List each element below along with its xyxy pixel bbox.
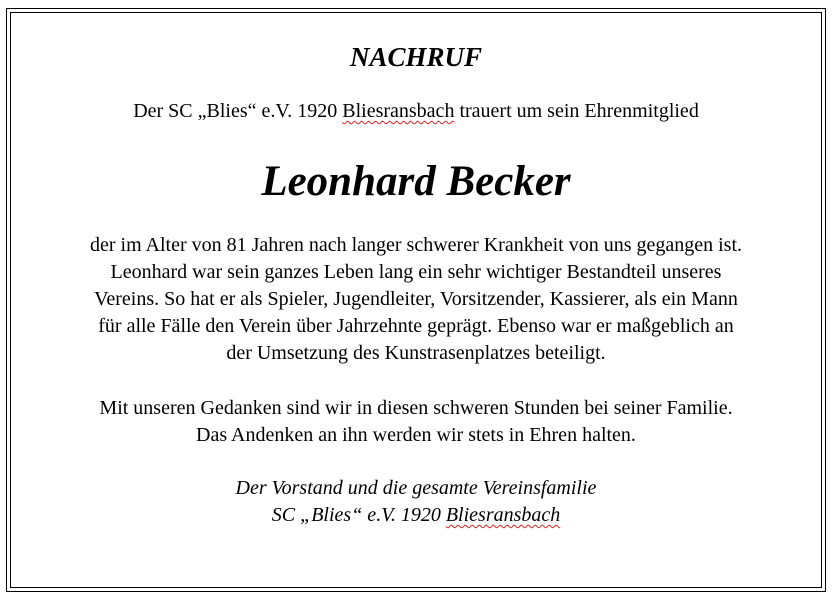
signature-line-2 [7,502,825,529]
signature [7,475,825,529]
paragraph-1 [25,232,807,367]
paragraph-1-line: der im Alter von 81 Jahren nach langer schwerer Krankheit von uns gegangen ist. [89,234,743,256]
paragraph-2 [25,395,807,449]
intro-flagged-word: Bliesransbach [342,100,455,122]
outer-border [6,8,826,592]
intro-line [7,98,825,124]
signature-text-before: SC „Blies“ e.V. 1920 [271,504,446,526]
paragraph-1-line: Vereins. So hat er als Spieler, Jugendleiter, Vorsitzender, Kassierer, als ein Mann [94,288,738,310]
paragraph-2-line: Mit unseren Gedanken sind wir in diesen schweren Stunden bei seiner Familie. [99,397,733,419]
paragraph-1-line: Leonhard war sein ganzes Leben lang ein sehr wichtiger Bestandteil unseres [110,261,722,283]
heading: NACHRUF [349,42,483,72]
paragraph-2-line: Das Andenken an ihn werden wir stets in Ehren halten. [196,424,636,446]
obituary-content [7,9,825,591]
intro-text-after: trauert um sein Ehrenmitglied [454,100,699,122]
deceased-name: Leonhard Becker [261,158,571,205]
paragraph-1-line: der Umsetzung des Kunstrasenplatzes beteiligt. [226,342,606,364]
signature-flagged-word: Bliesransbach [445,504,561,526]
intro-text-before: Der SC „Blies“ e.V. 1920 [133,100,343,122]
signature-line-1: Der Vorstand und die gesamte Vereinsfamilie [235,477,597,499]
paragraph-1-line: für alle Fälle den Verein über Jahrzehnte geprägt. Ebenso war er maßgeblich an [98,315,734,337]
